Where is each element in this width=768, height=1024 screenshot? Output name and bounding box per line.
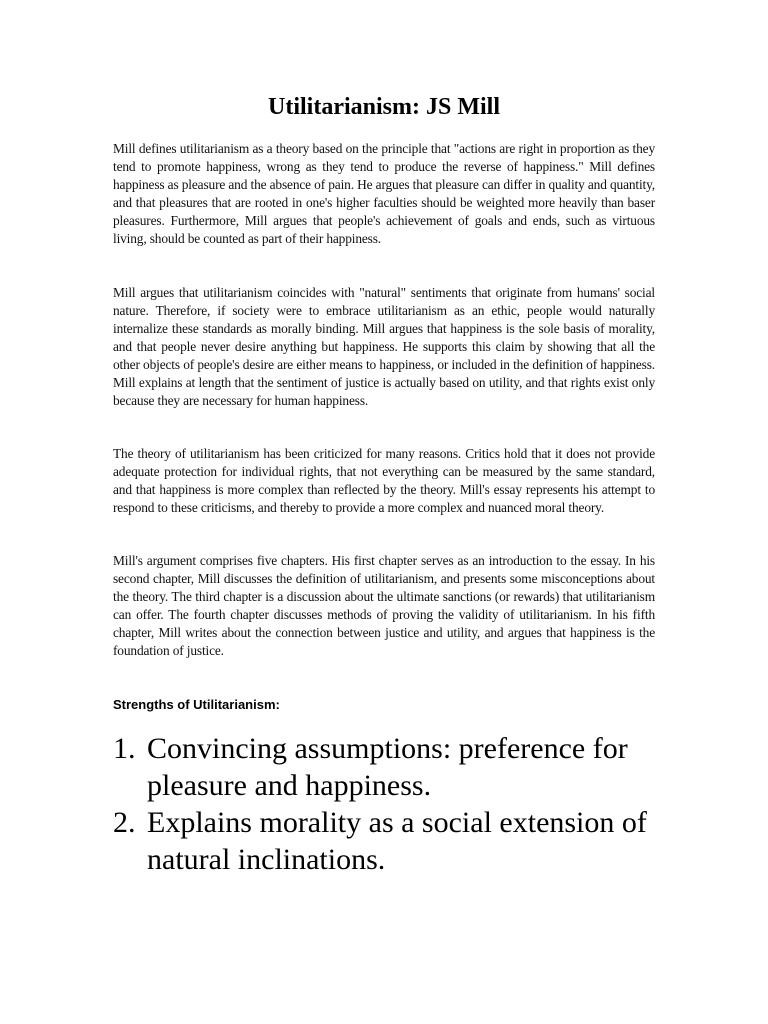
paragraph-natural-sentiments: Mill argues that utilitarianism coincides with "natural" sentiments that originate from humans' social nature. Therefore, if society were to embrace utilitarianism as an ethic, people would naturally internalize these standards as morally binding. Mill argues that happiness is the sole basis of morality, and that people never desire anything but happiness. He supports this claim by showing that all the other objects of people's desire are either means to happiness, or included in the definition of happiness. Mill explains at length that the sentiment of justice is actually based on utility, and that rights exist only because they are necessary for human happiness. (113, 285, 655, 408)
list-item-text: Explains morality as a social extension of natural inclinations. (147, 806, 647, 876)
list-item (113, 730, 673, 804)
paragraph-definition: Mill defines utilitarianism as a theory based on the principle that "actions are right in proportion as they tend to promote happiness, wrong as they tend to produce the reverse of happiness." Mill defines happiness as pleasure and the absence of pain. He argues that pleasure can differ in quality and quantity, and that pleasures that are rooted in one's higher faculties should be weighted more heavily than baser pleasures. Furthermore, Mill argues that people's achievement of goals and ends, such as virtuous living, should be counted as part of their happiness. (113, 141, 655, 246)
paragraph-criticisms: The theory of utilitarianism has been criticized for many reasons. Critics hold that it does not provide adequate protection for individual rights, that not everything can be measured by the same standard, and that happiness is more complex than reflected by the theory. Mill's essay represents his attempt to respond to these criticisms, and thereby to provide a more complex and nuanced moral theory. (113, 446, 655, 515)
list-item-number: 1. (113, 732, 136, 765)
paragraph-chapters: Mill's argument comprises five chapters. His first chapter serves as an introduction to the essay. In his second chapter, Mill discusses the definition of utilitarianism, and presents some misconceptions about the theory. The third chapter is a discussion about the ultimate sanctions (or rewards) that utilitarianism can offer. The fourth chapter discusses methods of proving the validity of utilitarianism. In his fifth chapter, Mill writes about the connection between justice and utility, and argues that happiness is the foundation of justice. (113, 553, 655, 658)
strengths-list (113, 730, 673, 878)
page-title: Utilitarianism: JS Mill (268, 94, 500, 120)
list-item (113, 804, 673, 878)
strengths-heading: Strengths of Utilitarianism: (113, 697, 280, 712)
list-item-text: Convincing assumptions: preference for pleasure and happiness. (147, 732, 628, 802)
list-item-number: 2. (113, 806, 136, 839)
